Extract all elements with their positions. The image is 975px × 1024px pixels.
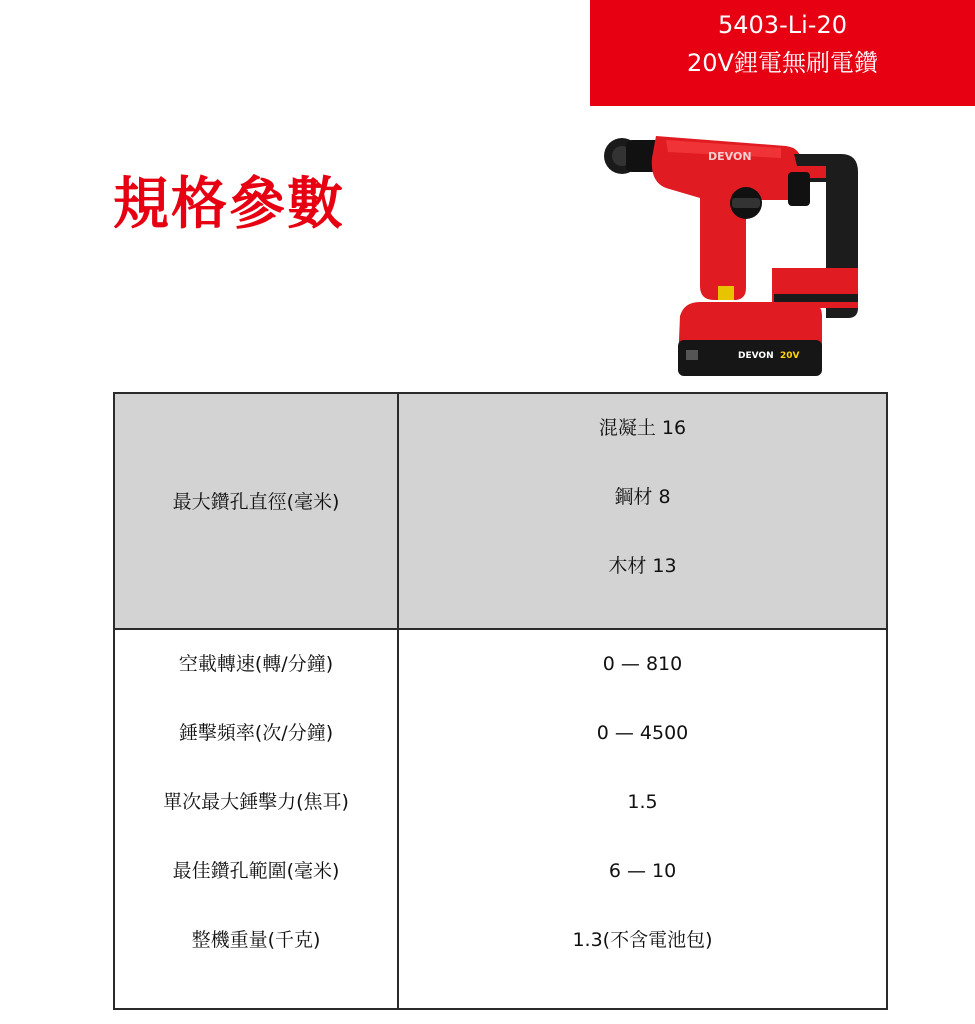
spec-label: 最大鑽孔直徑(毫米): [172, 491, 340, 513]
table-row: [114, 629, 887, 1009]
spec-value: 0 — 4500: [596, 722, 689, 744]
brand-text: DEVON: [708, 150, 752, 163]
spec-label: 單次最大錘擊力(焦耳): [163, 791, 349, 813]
spec-value: 1.3(不含電池包): [572, 929, 713, 951]
spec-value: 6 — 10: [608, 860, 677, 882]
spec-label-cell: [114, 393, 398, 629]
spec-table: [113, 392, 888, 1010]
rotary-hammer-drill-image: [596, 118, 868, 386]
spec-value: 1.5: [627, 791, 658, 813]
spec-value: 鋼材 8: [614, 486, 671, 508]
table-row: [114, 393, 887, 629]
battery-voltage-text: 20V: [780, 351, 800, 361]
spec-label: 錘擊頻率(次/分鐘): [178, 722, 334, 744]
spec-label: 整機重量(千克): [191, 929, 321, 951]
spec-value-cell: [398, 629, 887, 1009]
model-number: 5403-Li-20: [718, 11, 847, 39]
spec-label: 空載轉速(轉/分鐘): [178, 653, 334, 675]
page-title: 規格參數: [113, 172, 345, 237]
product-name: 20V鋰電無刷電鑽: [687, 49, 878, 77]
spec-value-cell: [398, 393, 887, 629]
model-banner: [590, 0, 975, 106]
spec-value: 混凝土 16: [598, 417, 687, 439]
spec-value: 木材 13: [608, 555, 677, 577]
spec-value: 0 — 810: [602, 653, 683, 675]
spec-label: 最佳鑽孔範圍(毫米): [172, 860, 340, 882]
battery-brand-text: DEVON: [738, 351, 774, 361]
spec-label-cell: [114, 629, 398, 1009]
